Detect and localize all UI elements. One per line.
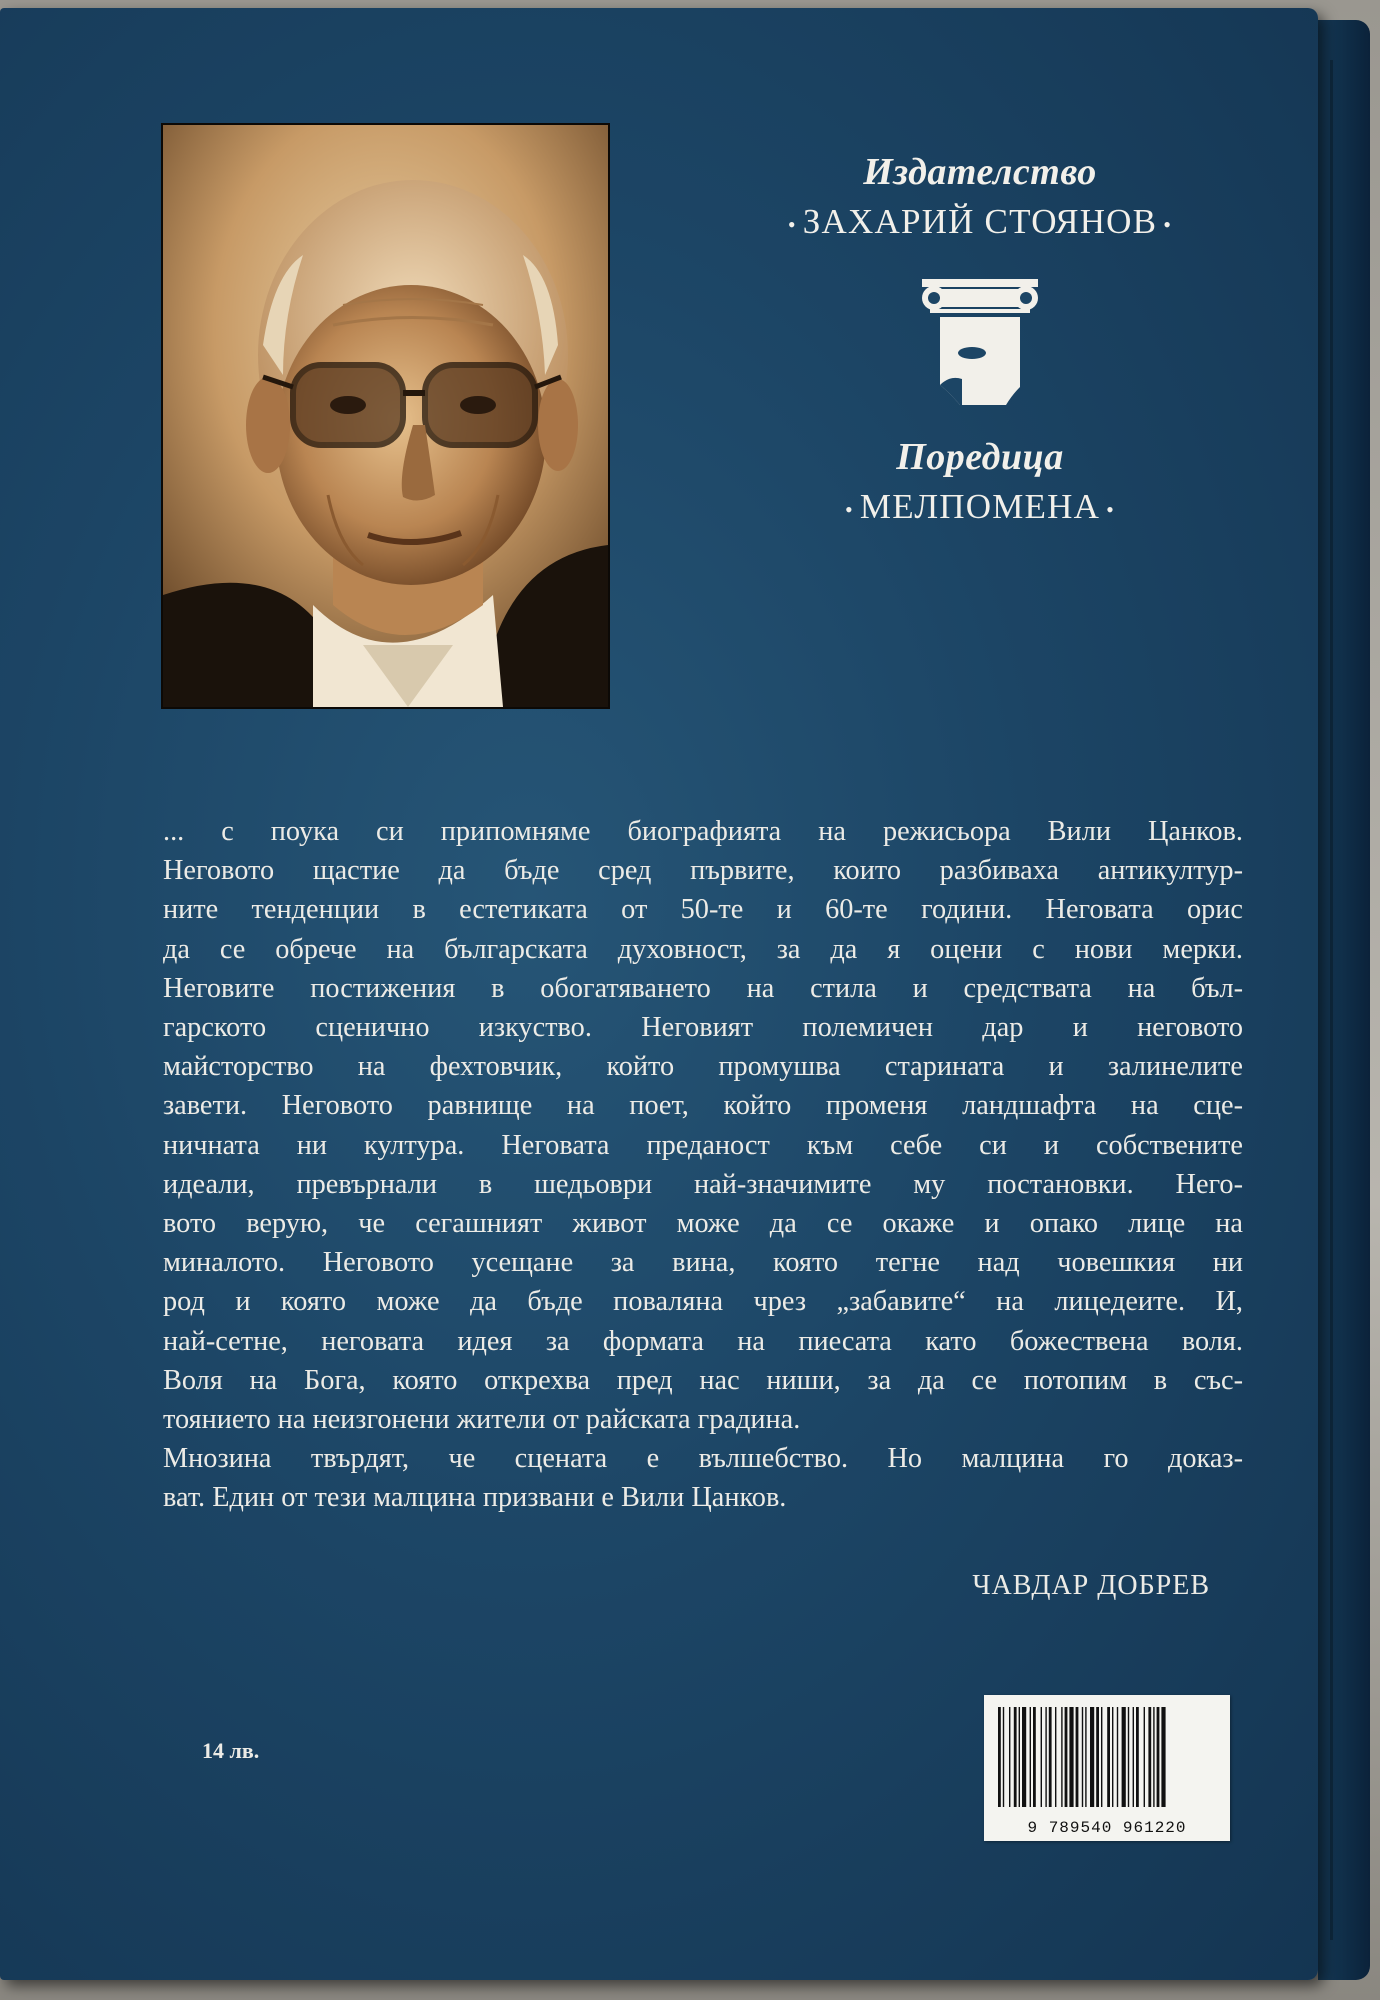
blurb-line: завети. Неговото равнище на поет, който променя ландшафта на сце- — [163, 1090, 1243, 1122]
barcode-bar — [1112, 1707, 1113, 1807]
barcode-bar — [1033, 1707, 1036, 1807]
barcode-bar — [1096, 1707, 1099, 1807]
barcode-bar — [1019, 1707, 1020, 1807]
barcode-bar — [1009, 1707, 1010, 1807]
greek-column-mask-logo-icon — [920, 267, 1040, 417]
blurb-line: ничната ни култура. Неговата преданост към себе си и собствените — [163, 1129, 1243, 1161]
barcode-bar — [1069, 1707, 1073, 1807]
blurb-line: вото верую, че сегашният живот може да се окаже и опако лице на — [163, 1208, 1243, 1240]
blurb-line: идеали, превърнали в шедьоври най-значимите му постановки. Него- — [163, 1168, 1243, 1200]
bullet-dot-icon: • — [787, 211, 797, 237]
blurb-line: Неговите постижения в обогатяването на стила и средствата на бъл- — [163, 972, 1243, 1004]
barcode-icon — [994, 1707, 1220, 1811]
blurb-line: майсторство на фехтовчик, който промушва старината и залинелите — [163, 1051, 1243, 1083]
blurb-author: ЧАВДАР ДОБРЕВ — [972, 1570, 1210, 1601]
barcode-bar — [1122, 1707, 1126, 1807]
barcode-bar — [1117, 1707, 1118, 1807]
barcode-bar — [1107, 1707, 1110, 1807]
cover-hinge — [1330, 60, 1333, 1940]
barcode-bar — [1085, 1707, 1086, 1807]
barcode-bar — [1014, 1707, 1017, 1807]
blurb-line: миналото. Неговото усещане за вина, която тегне над човешкия ни — [163, 1247, 1243, 1279]
barcode-bar — [1082, 1707, 1083, 1807]
author-portrait — [163, 125, 608, 707]
barcode-bar — [1153, 1707, 1154, 1807]
blurb-line: ват. Един от тези малцина призвани е Вили Цанков. — [163, 1482, 787, 1514]
barcode-bar — [1049, 1707, 1052, 1807]
barcode-bar — [1133, 1707, 1134, 1807]
barcode-bar — [1090, 1707, 1094, 1807]
barcode-bar — [1076, 1707, 1079, 1807]
bullet-dot-icon: • — [1163, 211, 1173, 237]
blurb-line: най-сетне, неговата идея за формата на пиесата като божествена воля. — [163, 1325, 1243, 1357]
barcode-bar — [1055, 1707, 1056, 1807]
publisher-name-line — [700, 200, 1260, 247]
barcode-bar — [1041, 1707, 1042, 1807]
book-edge — [1318, 20, 1370, 1980]
portrait-photo-icon — [163, 125, 608, 707]
barcode-bar — [1061, 1707, 1062, 1807]
publisher-label: Издателство — [863, 151, 1097, 193]
barcode-bar — [1003, 1707, 1004, 1807]
blurb-line: да се обрече на българската духовност, за да я оцени с нови мерки. — [163, 933, 1243, 965]
publisher-block — [700, 150, 1260, 532]
barcode-bar — [1045, 1707, 1046, 1807]
blurb-line: род и която може да бъде поваляна чрез „забавите“ на лицедеите. И, — [163, 1286, 1243, 1318]
barcode-bar — [1148, 1707, 1151, 1807]
blurb-line: Мнозина твърдят, че сцената е вълшебство. Но малцина го доказ- — [163, 1443, 1243, 1475]
blurb-line: тоянието на неизгонени жители от райската градина. — [163, 1404, 801, 1436]
publisher-name: ЗАХАРИЙ СТОЯНОВ — [802, 202, 1158, 241]
bullet-dot-icon: • — [845, 496, 854, 522]
barcode-bar — [1136, 1707, 1139, 1807]
series-name-line — [700, 485, 1260, 532]
isbn-digits: 9 789540 961220 — [1027, 1819, 1187, 1837]
barcode-bar — [1157, 1707, 1160, 1807]
barcode-sticker — [984, 1695, 1230, 1841]
barcode-bar — [1030, 1707, 1031, 1807]
barcode-bar — [1128, 1707, 1129, 1807]
price-label: 14 лв. — [202, 1738, 260, 1763]
blurb-line: Неговото щастие да бъде сред първите, които разбиваха антикултур- — [163, 855, 1243, 887]
series-name: МЕЛПОМЕНА — [859, 486, 1101, 526]
blurb-line: гарското сценично изкуство. Неговият полемичен дар и неговото — [163, 1012, 1243, 1044]
barcode-bar — [998, 1707, 1001, 1807]
barcode-bar — [1065, 1707, 1068, 1807]
blurb-line: ните тенденции в естетиката от 50-те и 60-те години. Неговата орис — [163, 894, 1243, 926]
barcode-bar — [1144, 1707, 1145, 1807]
blurb-line: ... с поука си припомняме биографията на режисьора Вили Цанков. — [163, 816, 1243, 847]
barcode-bar — [1161, 1707, 1165, 1807]
bullet-dot-icon: • — [1106, 496, 1115, 522]
blurb-line: Воля на Бога, която открехва пред нас ниши, за да се потопим в със- — [163, 1364, 1243, 1396]
barcode-bar — [1101, 1707, 1102, 1807]
barcode-bar — [1022, 1707, 1026, 1807]
blurb-text — [163, 812, 1243, 1518]
series-label: Поредица — [896, 435, 1064, 478]
